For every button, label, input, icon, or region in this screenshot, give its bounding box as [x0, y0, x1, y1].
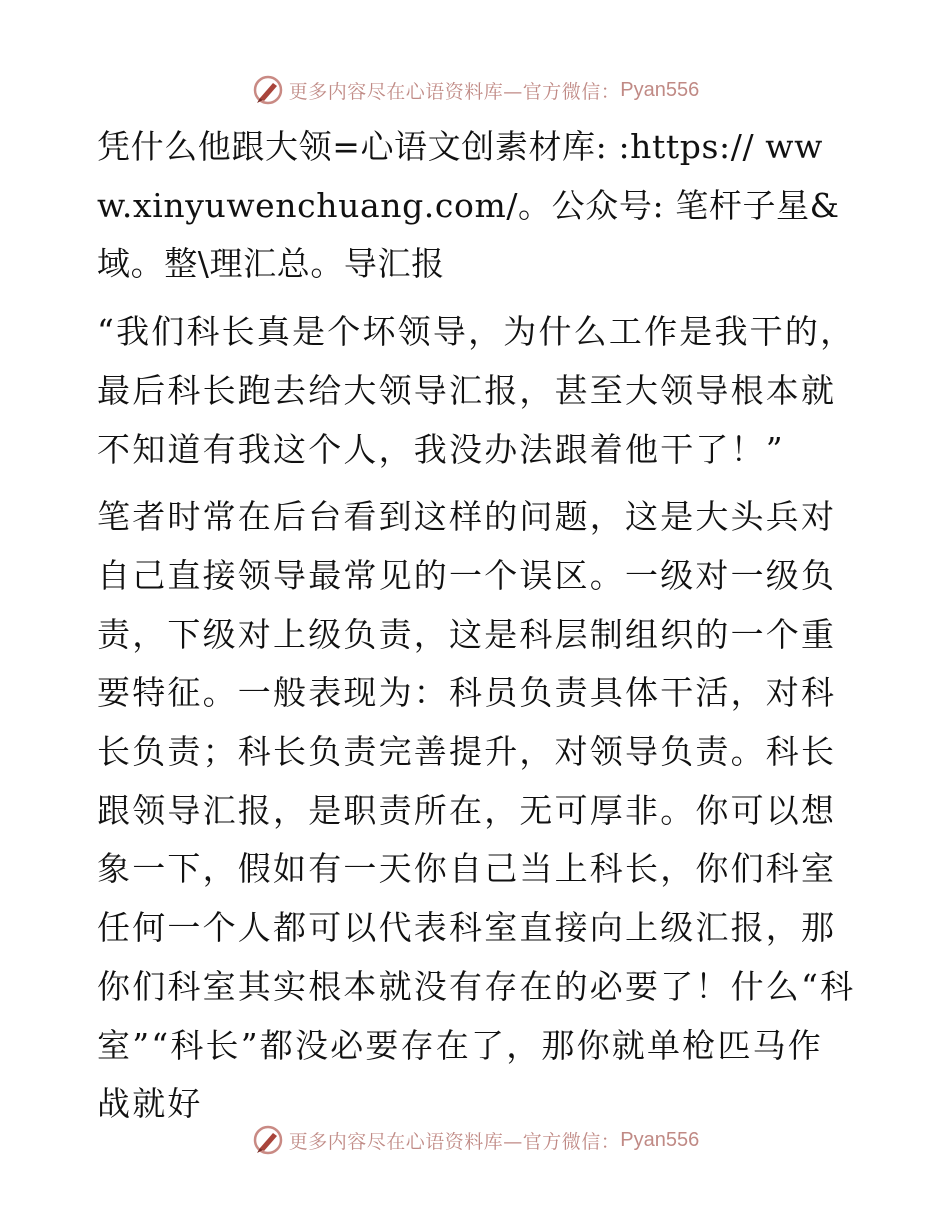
- watermark-wechat-id: Pyan556: [620, 78, 700, 101]
- document-body: [97, 118, 857, 1134]
- paragraph-title-link: 凭什么他跟大领=心语文创素材库: :https:// www.xinyuwenchuang.com/。公众号: 笔杆子星&域。整\理汇总。导汇报: [97, 127, 840, 284]
- watermark-text: 更多内容尽在心语资料库—官方微信：: [288, 1130, 621, 1153]
- header-watermark: [0, 70, 950, 110]
- watermark-text: 更多内容尽在心语资料库—官方微信：: [288, 80, 621, 103]
- pen-nib-seal-icon: [251, 1123, 285, 1157]
- paragraph-main: 笔者时常在后台看到这样的问题，这是大头兵对自己直接领导最常见的一个误区。一级对一级负责，下级对上级负责，这是科层制组织的一个重要特征。一般表现为：科员负责具体干活，对科长负责；科长负责完善提升，对领导负责。科长跟领导汇报，是职责所在，无可厚非。你可以想象一下，假如有一天你自己当上科长，你们科室任何一个人都可以代表科室直接向上级汇报，那你们科室其实根本就没有存在的必要了！什么“科室”“科长”都没必要存在了，那你就单枪匹马作战就好: [97, 497, 856, 1124]
- paragraph-quote: “我们科长真是个坏领导，为什么工作是我干的，最后科长跑去给大领导汇报，甚至大领导根本就不知道有我这个人，我没办法跟着他干了！”: [97, 312, 856, 469]
- pen-nib-seal-icon: [251, 73, 285, 107]
- watermark-wechat-id: Pyan556: [620, 1128, 700, 1151]
- footer-watermark: [0, 1120, 950, 1160]
